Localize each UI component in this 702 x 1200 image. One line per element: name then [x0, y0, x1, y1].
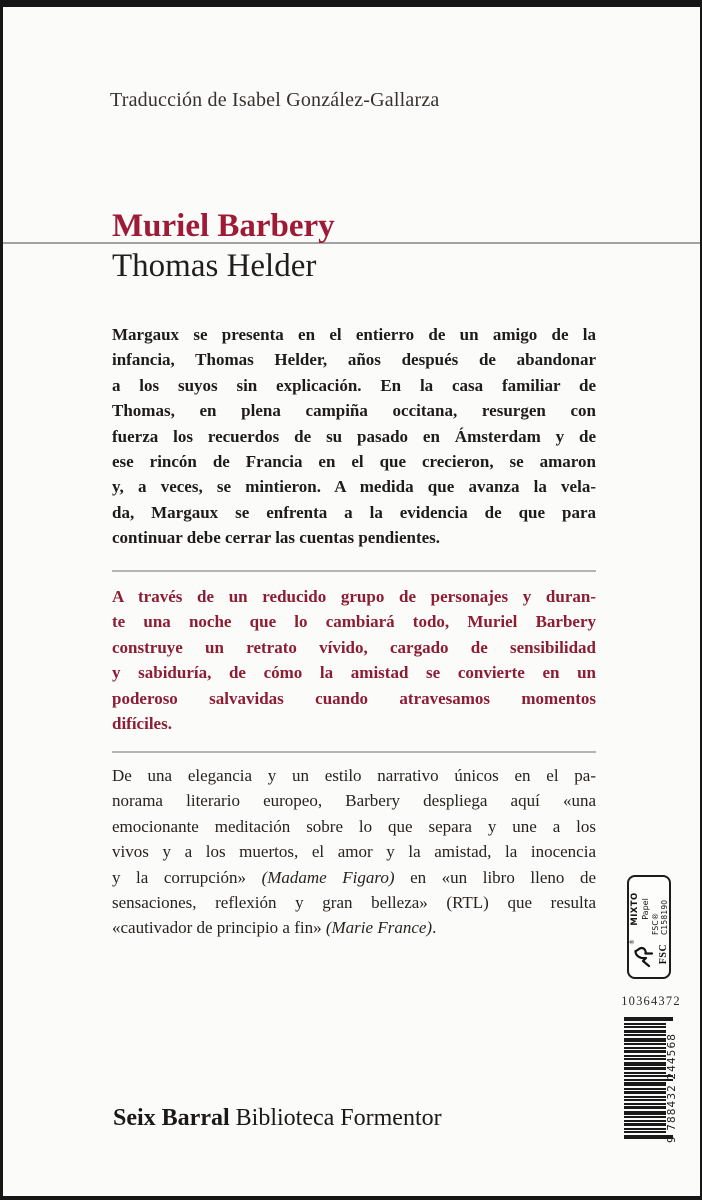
barcode-stripe [624, 1106, 666, 1109]
barcode-stripe [624, 1050, 666, 1053]
barcode-stripe [624, 1103, 666, 1105]
barcode-stripe [624, 1026, 666, 1028]
synopsis-paragraph-1 [112, 322, 596, 551]
text-line: emocionante meditación sobre lo que separa y une a los [112, 816, 596, 836]
barcode-stripe [624, 1072, 666, 1074]
divider-below-highlight [112, 751, 596, 753]
author-name: Muriel Barbery [112, 208, 335, 244]
translation-credit: Traducción de Isabel González-Gallarza [110, 89, 440, 111]
text-line: infancia, Thomas Helder, años después de abandonar [112, 350, 596, 370]
text-line: poderoso salvavidas cuando atravesamos momentos [112, 688, 596, 708]
barcode-stripe [624, 1030, 666, 1033]
barcode-stripe [624, 1038, 666, 1042]
barcode-stripe [624, 1023, 666, 1025]
fsc-text-block [630, 883, 669, 935]
barcode-stripe [624, 1034, 666, 1036]
registered-trademark-icon: ® [629, 939, 636, 945]
barcode-stripe [624, 1128, 666, 1130]
barcode-stripe [624, 1043, 666, 1045]
text-line: «cautivador de principio a fin» (Marie France). [112, 918, 437, 938]
text-line: difíciles. [112, 714, 172, 734]
barcode-stripe [624, 1096, 666, 1098]
text-line: y sabiduría, de cómo la amistad se convierte en un [112, 663, 596, 683]
text-line: construye un retrato vívido, cargado de sensibilidad [112, 637, 596, 657]
text-line: norama literario europeo, Barbery despliega aquí «una [112, 791, 596, 811]
barcode-stripe [624, 1082, 666, 1086]
barcode-stripe [624, 1091, 666, 1094]
barcode-stripe [624, 1067, 666, 1070]
barcode-stripe [624, 1088, 666, 1090]
barcode-stripe [624, 1123, 666, 1126]
product-code: 10364372 [621, 994, 681, 1008]
barcode-stripe [624, 1131, 666, 1133]
barcode-stripe [624, 1116, 666, 1118]
text-line: ese rincón de Francia en el que crecieron, se amaron [112, 452, 596, 472]
fsc-license: FSC® C158190 [650, 899, 669, 935]
fsc-tree-check-icon [632, 942, 658, 968]
text-line: A través de un reducido grupo de personajes y duran- [112, 587, 596, 606]
text-line: Margaux se presenta en el entierro de un amigo de la [112, 325, 596, 344]
barcode-stripe [624, 1062, 666, 1066]
barcode-stripe [624, 1111, 666, 1115]
fsc-material: Papel [640, 898, 650, 920]
publisher-collection: Biblioteca Formentor [235, 1105, 442, 1131]
fsc-logo [631, 940, 667, 970]
divider-above-highlight [112, 570, 596, 572]
fsc-cert-type: MIXTO [629, 892, 640, 926]
isbn-number: 9 788432 244568 [666, 1032, 678, 1143]
fsc-certification-label [627, 875, 671, 979]
barcode-stripe [624, 1120, 666, 1122]
text-line: da, Margaux se enfrenta a la evidencia de que para [112, 502, 596, 522]
text-line: De una elegancia y un estilo narrativo únicos en el pa- [112, 766, 596, 785]
divider-full-width [3, 242, 700, 244]
barcode-stripe [624, 1047, 666, 1049]
text-line: vivos y a los muertos, el amor y la amistad, la inocencia [112, 842, 596, 862]
barcode-stripe [624, 1058, 666, 1060]
synopsis-paragraph-reviews [112, 763, 596, 941]
barcode-stripe [624, 1099, 666, 1101]
text-line: y, a veces, se mintieron. A medida que avanza la vela- [112, 477, 596, 497]
barcode-stripe [624, 1055, 666, 1057]
text-line: a los suyos sin explicación. En la casa familiar de [112, 375, 596, 395]
text-line: te una noche que lo cambiará todo, Muriel Barbery [112, 612, 596, 632]
book-title: Thomas Helder [112, 248, 317, 284]
publisher-imprint: Seix Barral [113, 1105, 230, 1131]
synopsis-paragraph-highlight [112, 584, 596, 736]
text-line: fuerza los recuerdos de su pasado en Ámsterdam y de [112, 426, 596, 446]
text-line: Thomas, en plena campiña occitana, resurgen con [112, 401, 596, 421]
text-line: sensaciones, reflexión y gran belleza» (RTL) que resulta [112, 893, 596, 913]
text-line: y la corrupción» (Madame Figaro) en «un libro lleno de [112, 867, 596, 887]
text-line: continuar debe cerrar las cuentas pendientes. [112, 528, 441, 548]
publisher-line [113, 1103, 442, 1133]
fsc-wordmark: FSC [658, 943, 669, 965]
